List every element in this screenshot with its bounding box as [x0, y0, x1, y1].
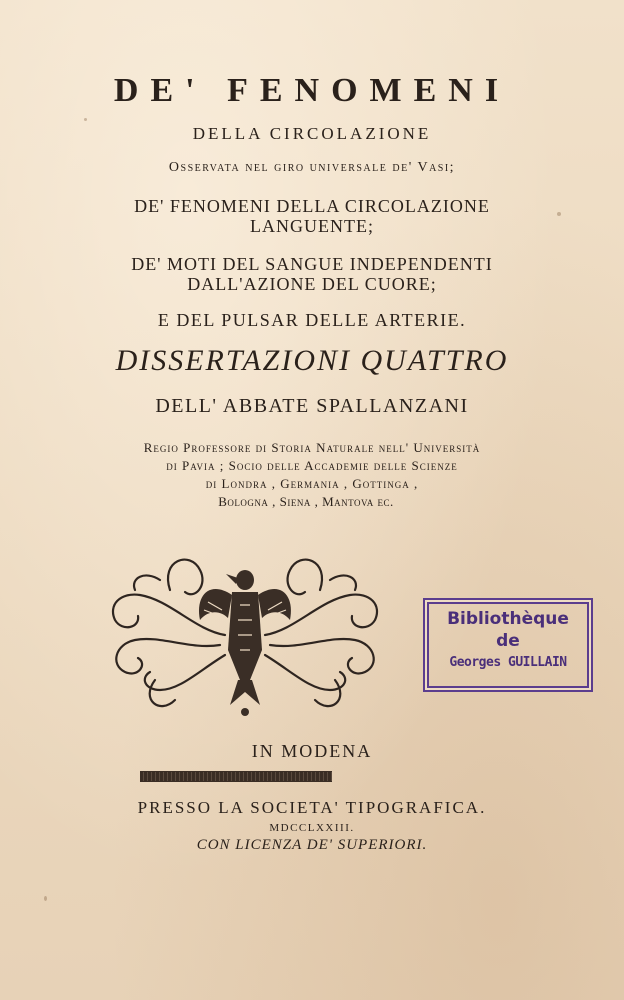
stamp-line-3: Georges GUILLAIN	[449, 655, 567, 670]
subtitle-pulsar: E DEL PULSAR DELLE ARTERIE.	[157, 310, 467, 330]
imprint-rule	[140, 771, 332, 782]
foxing-spot	[557, 212, 561, 216]
credentials-line-3: di Londra , Germania , Gottinga ,	[205, 476, 419, 491]
subtitle-moti-2: DALL'AZIONE DEL CUORE;	[187, 274, 437, 294]
imprint-year: MDCCLXXIII.	[269, 822, 355, 834]
credentials-line-4: Bologna , Siena , Mantova ec.	[218, 494, 394, 509]
subtitle-osservata: Osservata nel giro universale de' Vasi;	[168, 160, 456, 175]
stamp-line-2: de	[496, 631, 520, 651]
eagle-ornament-icon	[100, 540, 390, 720]
foxing-spot	[44, 896, 47, 901]
foxing-spot	[84, 118, 87, 121]
subtitle-moti-1: DE' MOTI DEL SANGUE INDEPENDENTI	[131, 254, 493, 274]
main-title: DE' FENOMENI	[113, 72, 511, 109]
subtitle-circolazione: DELLA CIRCOLAZIONE	[192, 124, 432, 143]
imprint-publisher: PRESSO LA SOCIETA' TIPOGRAFICA.	[137, 798, 487, 817]
subtitle-fenomeni-1: DE' FENOMENI DELLA CIRCOLAZIONE	[134, 196, 490, 216]
imprint-place: IN MODENA	[251, 741, 373, 761]
imprint-license: CON LICENZA DE' SUPERIORI.	[196, 837, 428, 853]
dissertazioni-heading: DISSERTAZIONI QUATTRO	[115, 344, 509, 377]
author-line: DELL' ABBATE SPALLANZANI	[155, 395, 469, 417]
subtitle-fenomeni-2: LANGUENTE;	[250, 216, 374, 236]
library-stamp	[423, 598, 593, 692]
credentials-line-1: Regio Professore di Storia Naturale nell' Università	[143, 440, 481, 455]
stamp-line-1: Bibliothèque	[447, 609, 569, 629]
credentials-line-2: di Pavia ; Socio delle Accademie delle Scienze	[166, 458, 458, 473]
